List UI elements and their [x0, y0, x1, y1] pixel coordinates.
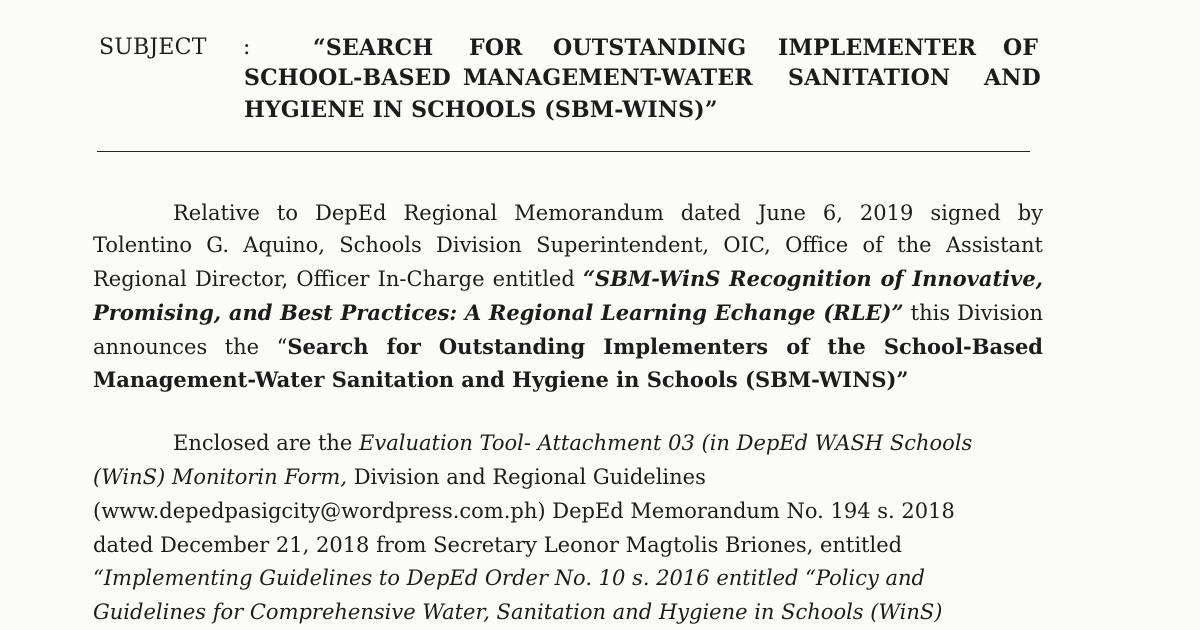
subject-title-word: MANAGEMENT-WATER [463, 65, 753, 91]
attachment-italic: Evaluation Tool- Attachment 03 (in DepEd WASH Schools [359, 431, 973, 455]
divider-rule [97, 151, 1030, 152]
memo-title-italic: Promising, and Best Practices: A Regional Learning Echange (RLE)” [93, 300, 904, 325]
paragraph-line: (www.depedpasigcity@wordpress.com.ph) DepEd Memorandum No. 194 s. 2018 [93, 499, 955, 523]
attachment-italic: (WinS) Monitorin Form, [93, 465, 348, 489]
paragraph-line: Regional Director, Officer In-Charge entitled “SBM-WinS Recognition of Innovative, [93, 266, 1043, 291]
paragraph-line: (WinS) Monitorin Form, Division and Regional Guidelines [93, 465, 706, 489]
subject-title-word: FOR [469, 35, 523, 61]
subject-title-word: “SEARCH [313, 35, 434, 61]
paragraph-line: Promising, and Best Practices: A Regional Learning Echange (RLE)” this Division [93, 300, 1043, 325]
subject-title-word: AND [984, 65, 1041, 91]
subject-title-word: OF [1003, 35, 1039, 61]
subject-title-word: SCHOOL-BASED [244, 65, 451, 91]
paragraph-line [93, 363, 1043, 396]
paragraph-line: Guidelines for Comprehensive Water, Sanitation and Hygiene in Schools (WinS) [93, 600, 943, 624]
paragraph-line: announces the “Search for Outstanding Implementers of the School-Based [93, 334, 1043, 359]
paragraph-line: Enclosed are the Evaluation Tool- Attachment 03 (in DepEd WASH Schools [173, 431, 973, 455]
subject-title-word: IMPLEMENTER [778, 35, 977, 61]
paragraph-line: Relative to DepEd Regional Memorandum dated June 6, 2019 signed by [173, 201, 1043, 225]
subject-colon: : [243, 35, 251, 60]
search-title-bold: Search for Outstanding Implementers of the School-Based [287, 334, 1043, 359]
subject-label: SUBJECT [99, 35, 207, 60]
subject-title-line: HYGIENE IN SCHOOLS (SBM-WINS)” [244, 97, 718, 123]
subject-title-word: OUTSTANDING [553, 35, 747, 61]
subject-title-word: SANITATION [788, 65, 951, 91]
search-title-bold: Management-Water Sanitation and Hygiene in Schools (SBM-WINS)” [93, 367, 909, 392]
paragraph-line: dated December 21, 2018 from Secretary Leonor Magtolis Briones, entitled [93, 533, 903, 557]
memo-title-italic: “SBM-WinS Recognition of Innovative, [582, 266, 1043, 291]
paragraph-line: “Implementing Guidelines to DepEd Order No. 10 s. 2016 entitled “Policy and [93, 566, 926, 590]
paragraph-line: Tolentino G. Aquino, Schools Division Superintendent, OIC, Office of the Assistant [93, 233, 1043, 257]
